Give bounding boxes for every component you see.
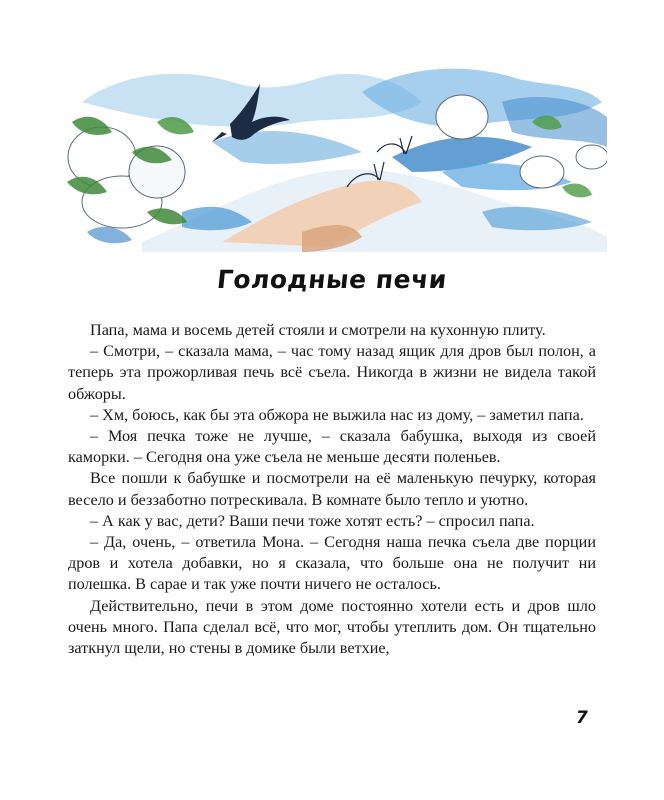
snowy-trees: [67, 117, 194, 243]
paragraph: – Смотри, – сказала мама, – час тому назад ящик для дров был полон, а теперь эта прожорливая печь всё съела. Никогда в жизни не видела такой обжоры.: [68, 342, 596, 403]
hills: [142, 137, 607, 252]
paragraph: Действительно, печи в этом доме постоянно хотели есть и дров шло очень много. Папа сделал всё, что мог, чтобы утеплить дом. Он тщательно заткнул щели, но стены в домике были ветхие,: [68, 596, 596, 658]
chapter-title: Голодные печи: [215, 265, 449, 294]
paragraph: Все пошли к бабушке и посмотрели на её маленькую печурку, которая весело и беззаботно потрескивала. В комнате было тепло и уютно.: [68, 469, 596, 509]
paragraph: – Моя печка тоже не лучше, – сказала бабушка, выходя из своей каморки. – Сегодня она уже съела не меньше десяти поленьев.: [68, 427, 596, 467]
paragraph: Папа, мама и восемь детей стояли и смотрели на кухонную плиту.: [90, 321, 546, 339]
paragraph: – Да, очень, – ответила Мона. – Сегодня наша печка съела две порции дров и хотела добавки, но я сказала, что больше она не получит ни полешка. В сарае и так уже почти ничего не осталось.: [68, 533, 596, 594]
paragraph: – Хм, боюсь, как бы эта обжора не выжила нас из дому, – заметил папа.: [90, 405, 584, 424]
story-text: [68, 320, 596, 659]
page-number: 7: [576, 708, 588, 728]
winter-landscape-illustration: [62, 62, 607, 252]
paragraph: – А как у вас, дети? Ваши печи тоже хотят есть? – спросил папа.: [90, 511, 535, 530]
